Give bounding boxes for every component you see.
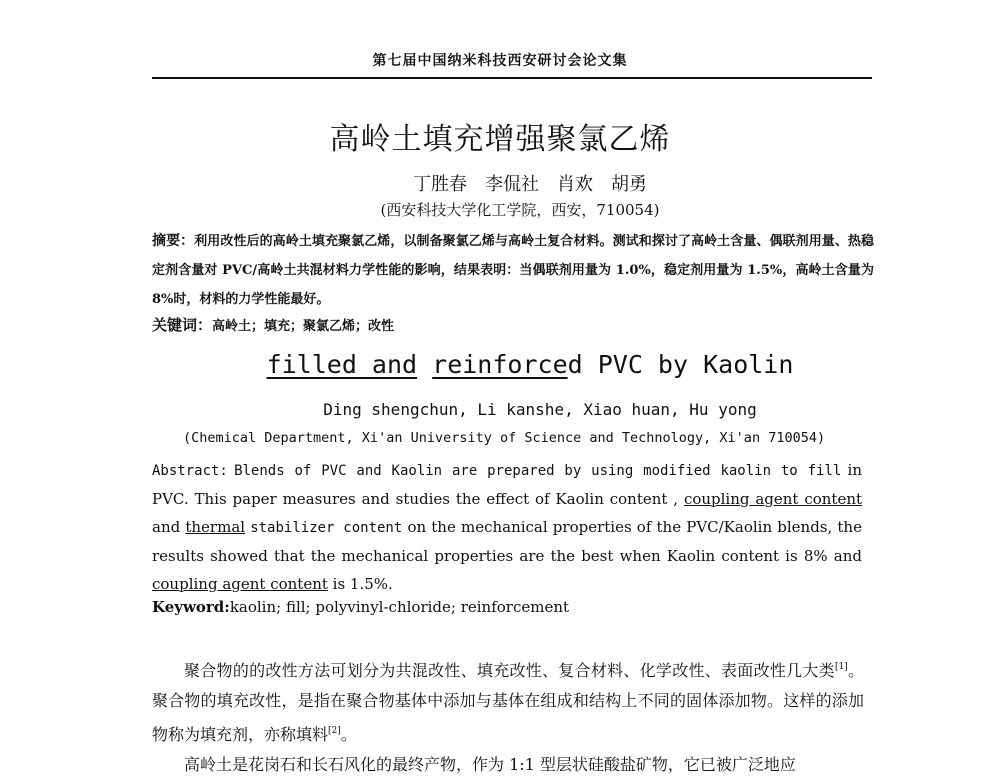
abstract-en-label: Abstract:: [152, 463, 228, 479]
abstract-en-p1: Blends of PVC and Kaolin are prepared by using modified kaolin to fill: [234, 463, 842, 479]
abstract-en-p3: and: [152, 518, 181, 536]
abstract-cn-text: 利用改性后的高岭土填充聚氯乙烯，以制备聚氯乙烯与高岭土复合材料。测试和探讨了高岭土含量、偶联剂用量、热稳定剂含量对 PVC/高岭土共混材料力学性能的影响，结果表明：当偶联剂用量为 1.0%，稳定剂用量为 1.5%，高岭土含量为 8%时，材料的力学性能最好。: [152, 234, 874, 307]
affiliation-cn: (西安科技大学化工学院，西安，710054): [380, 201, 660, 219]
body-p1-a: 聚合物的的改性方法可划分为共混改性、填充改性、复合材料、化学改性、表面改性几大类: [184, 661, 835, 680]
abstract-en-p4: stabilizer content: [250, 520, 403, 536]
keywords-en-label: Keyword:: [152, 598, 230, 616]
body-paragraph-1: [152, 652, 864, 750]
title-en-rest: d PVC by Kaolin: [567, 350, 794, 379]
body-paragraph-2: 高岭土是花岗石和长石风化的最终产物，作为 1:1 型层状硅酸盐矿物，它已被广泛地应: [184, 755, 796, 774]
body-p1-b: 。聚合物的填充改性，是指在聚合物基体中添加与基体在组成和结构上不同的固体添加物。这样的添加物称为填充剂，亦称填料: [152, 661, 864, 744]
paper-title-en: [0, 350, 1000, 379]
abstract-cn: [152, 227, 874, 314]
abstract-en-p2: in PVC. This paper measures and studies the effect of Kaolin content ,: [152, 461, 862, 508]
abstract-en: [152, 456, 862, 598]
citation-1: [1]: [834, 662, 848, 672]
abstract-en-p6: is 1.5%.: [332, 575, 393, 593]
affiliation-en: (Chemical Department, Xi'an University of Science and Technology, Xi'an 710054): [183, 430, 826, 446]
running-header: 第七届中国纳米科技西安研讨会论文集: [372, 53, 628, 69]
keywords-en-text: kaolin; fill; polyvinyl-chloride; reinforcement: [229, 598, 570, 616]
abstract-en-underlined-3: coupling agent content: [152, 575, 328, 593]
abstract-cn-label: 摘要：: [152, 233, 195, 249]
citation-2: [2]: [328, 726, 341, 736]
title-en-underlined-2: reinforce: [432, 350, 568, 379]
keywords-cn-text: 高岭土；填充；聚氯乙烯；改性: [212, 319, 395, 334]
body-p1-c: 。: [340, 725, 357, 744]
authors-en: Ding shengchun, Li kanshe, Xiao huan, Hu yong: [323, 400, 757, 419]
abstract-en-p5: on the mechanical properties of the PVC/Kaolin blends, the results showed that the mechanical properties are the best when Kaolin content is 8% and: [152, 518, 862, 565]
abstract-en-underlined-2: thermal: [185, 518, 246, 536]
paper-title-cn: 高岭土填充增强聚氯乙烯: [329, 122, 671, 157]
authors-cn: 丁胜春 李侃社 肖欢 胡勇: [413, 174, 647, 195]
keywords-cn-label: 关键词：: [152, 316, 213, 334]
abstract-en-underlined-1: coupling agent content: [683, 490, 863, 508]
header-rule: [152, 77, 872, 79]
title-en-underlined-1: filled and: [266, 350, 418, 379]
keywords-cn: [152, 314, 874, 335]
keywords-en: [152, 598, 862, 616]
body-text: [152, 652, 864, 780]
